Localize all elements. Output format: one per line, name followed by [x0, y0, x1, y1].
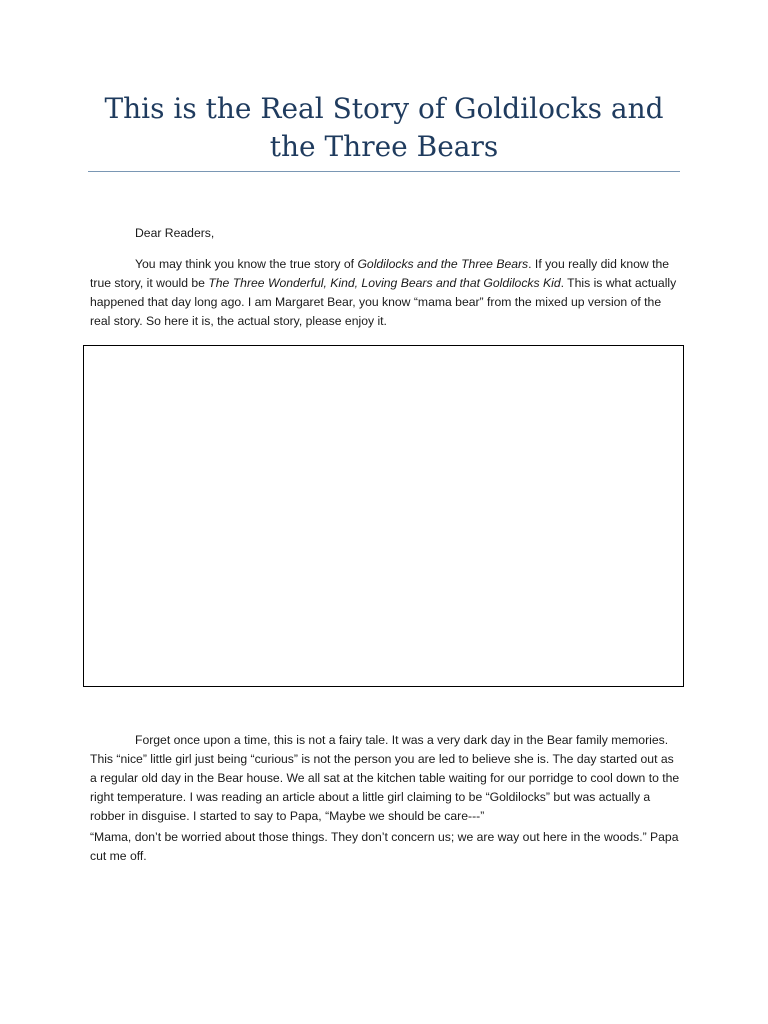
- dialogue-paragraph: “Mama, don’t be worried about those things. They don’t concern us; we are way out here in the woods.” Papa cut me off.: [90, 830, 679, 863]
- intro-text-1: You may think you know the true story of: [135, 257, 358, 271]
- intro-italic-title-1: Goldilocks and the Three Bears: [357, 257, 529, 271]
- title-divider: [88, 171, 680, 172]
- intro-paragraph: [90, 255, 680, 331]
- salutation: Dear Readers,: [135, 226, 215, 240]
- illustration-placeholder-box: [83, 345, 684, 687]
- intro-text-2: . If you really did know the true story, it would be: [90, 257, 670, 290]
- story-paragraph: Forget once upon a time, this is not a fairy tale. It was a very dark day in the Bear family memories. This “nice” little girl just being “curious” is not the person you are led to believe she is. The day started out as a regular old day in the Bear house. We all sat at the kitchen table waiting for our porridge to cool down to the right temperature. I was reading an article about a little girl claiming to be “Goldilocks” but was actually a robber in disguise. I started to say to Papa, “Maybe we should be care---”: [90, 733, 680, 823]
- intro-text-3: . This is what actually happened that day long ago. I am Margaret Bear, you know “mama bear” from the mixed up version of the real story. So here it is, the actual story, please enjoy it.: [90, 276, 677, 328]
- intro-italic-title-2: The Three Wonderful, Kind, Loving Bears and that Goldilocks Kid: [208, 276, 561, 290]
- page-title: This is the Real Story of Goldilocks and the Three Bears: [104, 92, 664, 163]
